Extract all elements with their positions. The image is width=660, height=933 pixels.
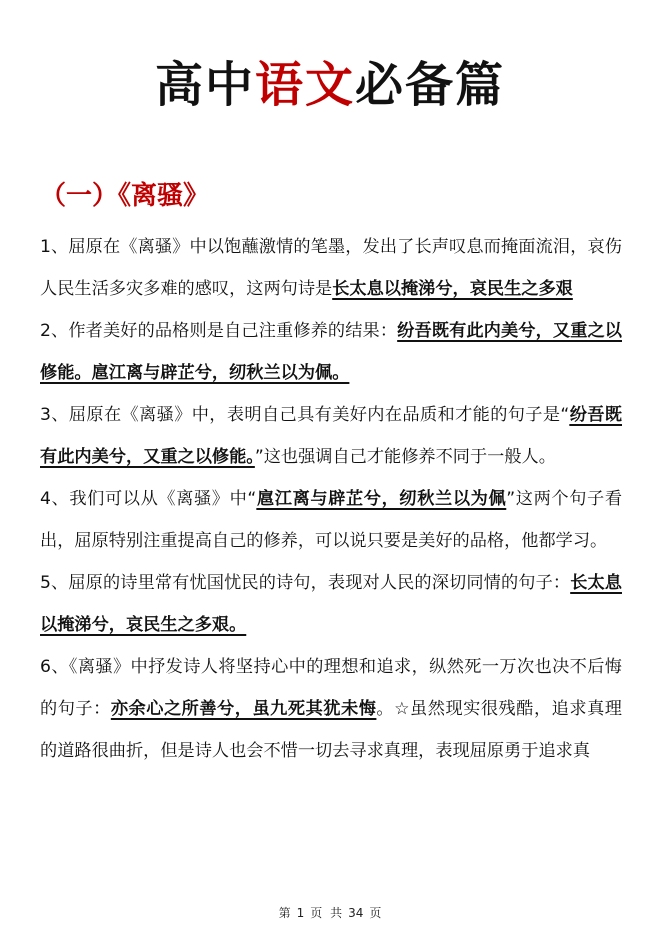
page-title xyxy=(0,52,660,118)
quote-underlined: 扈江离与辟芷兮，纫秋兰以为佩 xyxy=(256,489,507,509)
item-text: 。☆虽然现实很残酷，追求真理的道路很曲折，但是诗人也会不惜一切去寻求真理，表现屈原勇于追求真 xyxy=(40,699,622,761)
list-item xyxy=(40,646,622,772)
item-text: 3、屈原在《离骚》中，表明自己具有美好内在品质和才能的句子是“ xyxy=(40,405,570,425)
list-item xyxy=(40,226,622,310)
footer-total-pages: 34 xyxy=(348,906,364,920)
item-text: 6、《离骚》中抒发诗人将坚持心中的理想和追求，纵然死一万次也决不后悔的句子： xyxy=(40,657,622,719)
item-text: ”这两个句子看出，屈原特别注重提高自己的修养，可以说只要是美好的品格，他都学习。 xyxy=(40,489,623,551)
quote-underlined: 长太息以掩涕兮，哀民生之多艰。 xyxy=(40,573,622,635)
content-body xyxy=(40,226,622,772)
section-heading: （一）《离骚》 xyxy=(40,181,210,211)
item-text: 4、我们可以从《离骚》中“ xyxy=(40,489,257,509)
page-footer xyxy=(0,904,660,921)
quote-underlined: 纷吾既有此内美兮，又重之以修能。 xyxy=(40,405,622,467)
title-part-2-highlight: 语文 xyxy=(254,57,355,113)
item-text: 1、屈原在《离骚》中以饱蘸激情的笔墨，发出了长声叹息而掩面流泪，哀伤人民生活多灾多难的感叹，这两句诗是 xyxy=(40,237,622,299)
item-text: 2、作者美好的品格则是自己注重修养的结果： xyxy=(40,321,398,341)
list-item xyxy=(40,478,622,562)
footer-page-number: 1 xyxy=(296,906,305,920)
quote-underlined: 纷吾既有此内美兮，又重之以修能。扈江离与辟芷兮，纫秋兰以为佩。 xyxy=(40,321,622,383)
footer-mid: 页 共 xyxy=(310,906,343,920)
item-text: ”这也强调自己才能修养不同于一般人。 xyxy=(254,447,556,467)
item-text: 5、屈原的诗里常有忧国忧民的诗句，表现对人民的深切同情的句子： xyxy=(40,573,571,593)
footer-suffix: 页 xyxy=(369,906,382,920)
title-part-1: 高中 xyxy=(154,57,255,113)
quote-underlined: 亦余心之所善兮，虽九死其犹未悔 xyxy=(110,699,377,719)
quote-underlined: 长太息以掩涕兮，哀民生之多艰 xyxy=(332,279,573,299)
list-item xyxy=(40,394,622,478)
footer-prefix: 第 xyxy=(278,906,291,920)
title-part-3: 必备篇 xyxy=(355,57,506,113)
list-item xyxy=(40,562,622,646)
list-item xyxy=(40,310,622,394)
